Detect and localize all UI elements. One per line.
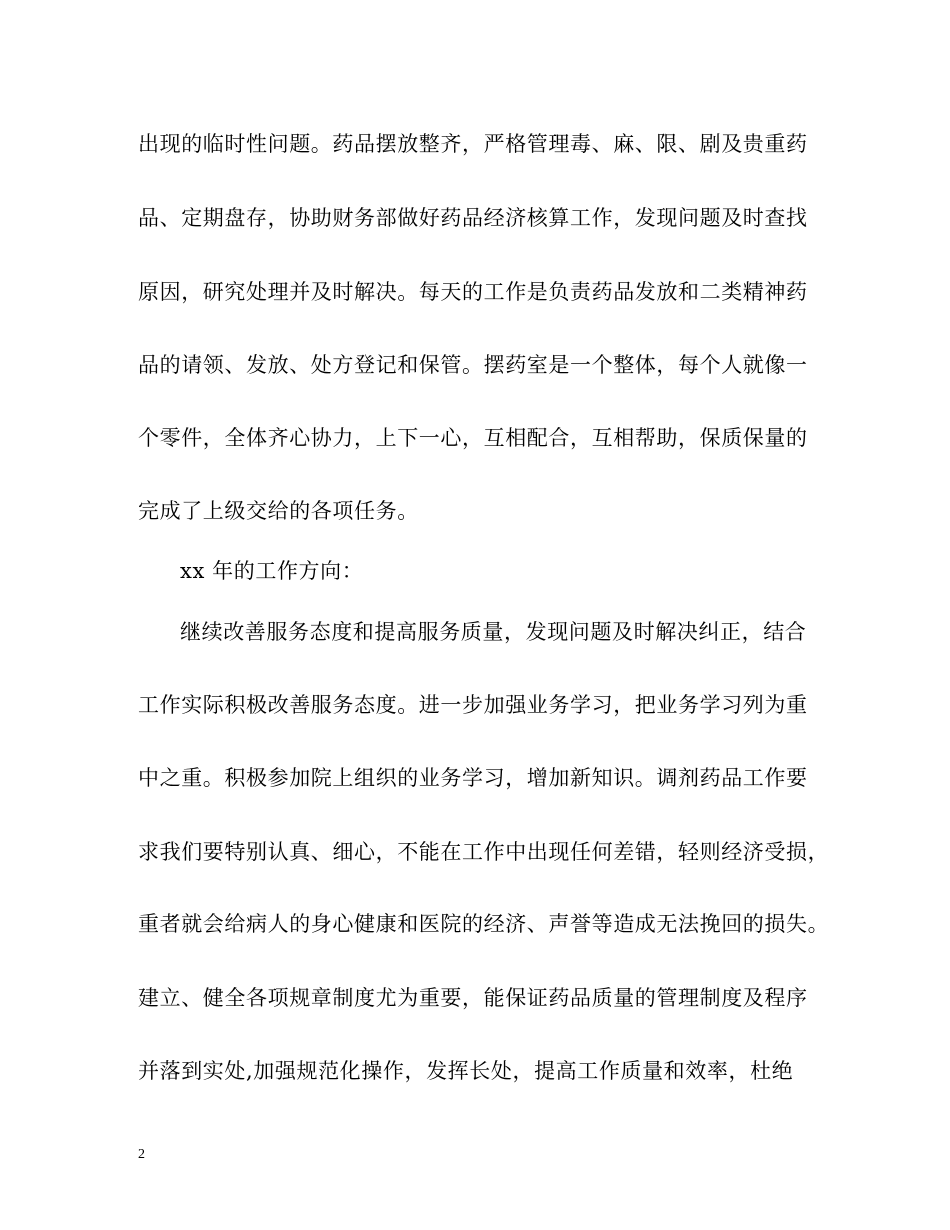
section-heading: xx 年的工作方向： (180, 559, 364, 583)
text-line: 求我们要特别认真、细心，不能在工作中出现任何差错，轻则经济受损， (138, 840, 830, 864)
text-line: 并落到实处,加强规范化操作，发挥长处，提高工作质量和效率，杜绝 (138, 1059, 794, 1083)
text-line: 出现的临时性问题。药品摆放整齐，严格管理毒、麻、限、剧及贵重药 (138, 132, 808, 156)
text-line: 品、定期盘存，协助财务部做好药品经济核算工作，发现问题及时查找 (138, 206, 808, 230)
text-line: 品的请领、发放、处方登记和保管。摆药室是一个整体，每个人就像一 (138, 353, 808, 377)
text-line: 中之重。积极参加院上组织的业务学习，增加新知识。调剂药品工作要 (138, 766, 808, 790)
text-line: 个零件，全体齐心协力，上下一心，互相配合，互相帮助，保质保量的 (138, 426, 808, 450)
text-line: 原因，研究处理并及时解决。每天的工作是负责药品发放和二类精神药 (138, 280, 808, 304)
text-line: 建立、健全各项规章制度尤为重要，能保证药品质量的管理制度及程序 (138, 986, 808, 1010)
text-line: 完成了上级交给的各项任务。 (138, 499, 419, 523)
paragraph-first-line: 继续改善服务态度和提高服务质量，发现问题及时解决纠正，结合 (180, 620, 807, 644)
text-line: 工作实际积极改善服务态度。进一步加强业务学习，把业务学习列为重 (138, 693, 808, 717)
page-number: 2 (138, 1147, 145, 1162)
text-line: 重者就会给病人的身心健康和医院的经济、声誉等造成无法挽回的损失。 (138, 912, 830, 936)
